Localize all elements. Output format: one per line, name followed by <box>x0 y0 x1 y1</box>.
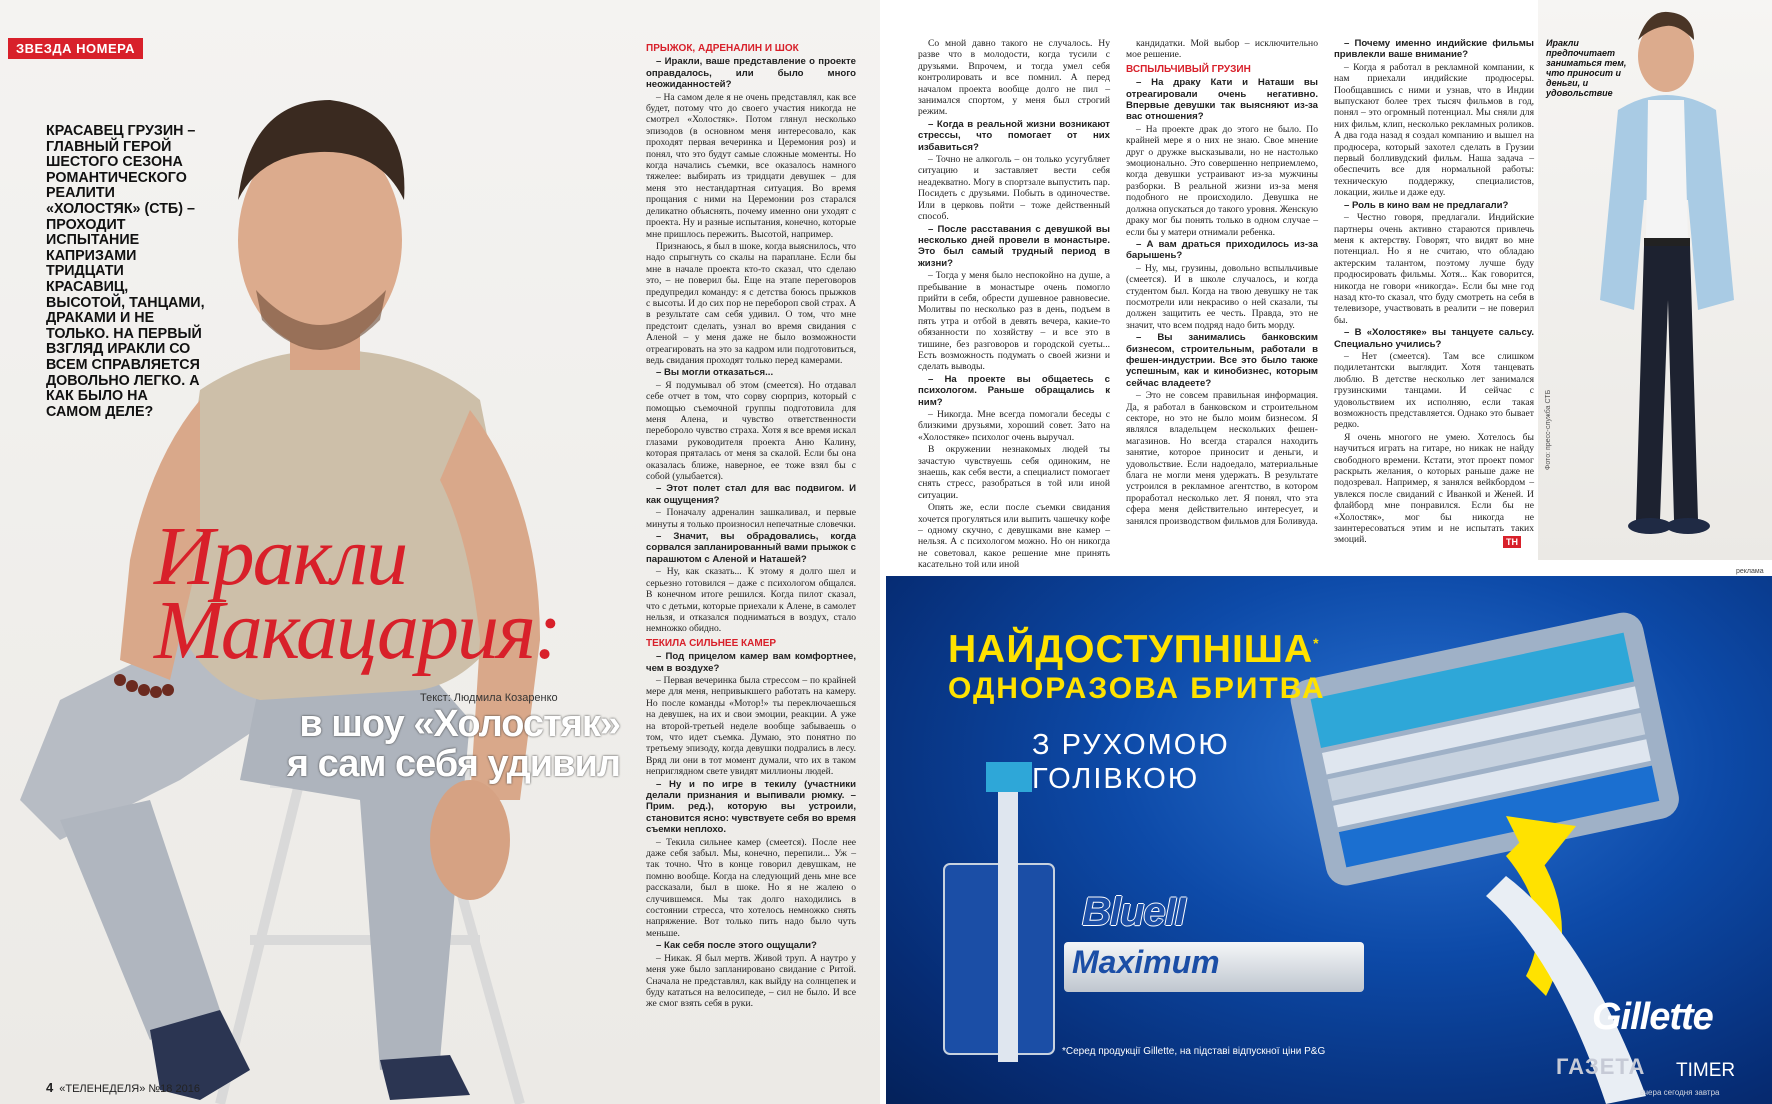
question: – Значит, вы обрадовались, когда сорвался запланированный вами прыжок с парашютом с Аленой и Наташей? <box>646 531 856 565</box>
ad-headline <box>948 628 1320 672</box>
headline-subtitle <box>200 704 620 784</box>
question: – На проекте вы общаетесь с психологом. Раньше обращались к ним? <box>918 373 1110 408</box>
answer: – Это не совсем правильная информация. Да, я работал в банковском и строительном секторе, но это не было моим бизнесом. Я являлся владельцем нескольких фешен-магазинов. Но всегда старался находить занятие, которое приносит и деньги, и удовольствие. Если надоедало, материальные блага не могли меня удержать. В результате устроился в рекламное агентство, в котором проработал несколько лет. Я понял, что эта сфера меня действительно интересует, и занялся производством фильмов для Боливуда. <box>1126 390 1318 527</box>
question: – Под прицелом камер вам комфортнее, чем в воздухе? <box>646 651 856 674</box>
ad-headline-text: НАЙДОСТУПНІША <box>948 628 1314 671</box>
ad-footnote: *Серед продукції Gillette, на підставі відпускної ціни P&G <box>1062 1046 1326 1057</box>
question: – На драку Кати и Наташи вы отреагировали очень негативно. Впервые девушки так выясняют из-за вас отношения? <box>1126 77 1318 123</box>
page-folio <box>46 1080 200 1095</box>
headline-last-name: Макацария: <box>154 584 561 677</box>
answer: – Ну, как сказать... К этому я долго шел и серьезно готовился – даже с психологом общался. В конечном итоге решился. Когда пилот сказал, что с детьми, которые приехали к Алене, в самолет нельзя, и отказался подниматься в воздух, стало немножко обидно. <box>646 566 856 635</box>
photo-credit: Фото: пресс-служба СТБ <box>1545 389 1552 470</box>
ad-subheadline <box>1032 728 1230 796</box>
answer: Я очень многого не умею. Хотелось бы научиться играть на гитаре, но никак не найду свободного времени. Кстати, этот проект помог раскрыть желания, о которых раньше даже не подозревал. Например, я занялся вейкбордом – увлекся после свиданий с Иванкой и Женей. И флайборд мне понравился. Если бы не «Холостяк», мог бы никогда не заинтересоваться этим и не испытать таких эмоций. <box>1334 431 1534 546</box>
answer: – На самом деле я не очень представлял, как все будет, потому что до своего участия никогда не смотрел «Холостяк». Потом глянул несколько эпизодов (в основном меня интересовало, как проходят первая вечеринка и Церемония роз) и понял, что это будут самые сложные моменты. Но когда начались съемки, все оказалось намного тяжелее: выбирать из тридцати девушек – для меня это нестандартная ситуация. Во время прощания с ними на Церемонии роз старался деликатно объяснять, почему именно они уходят с проекта. Ну и разные испытания, конечно, которые мне пришлось пережить. Высотой, например. <box>646 91 856 240</box>
ad-label: реклама <box>1736 568 1764 575</box>
answer: – Я подумывал об этом (смеется). Но отдавал себе отчет в том, что сорву сюрприз, который с помощью съемочной группы подготовила для меня Алена, и чувство ответственности перебороло чувство страха. Хотя я все время искал глазами руководителя проекта Аню Калину, которая пряталась от меня за скалой. Если бы она оказалась ближе, наверное, ее тоже взял бы с собой (улыбается). <box>646 379 856 483</box>
ad-sub-line-1: З РУХОМОЮ <box>1032 729 1230 761</box>
headline-name <box>154 510 594 677</box>
answer: Со мной давно такого не случалось. Ну разве что в молодости, когда тусили с друзьями. Впрочем, и тогда умел себя контролировать и все помнил. А перед началом проекта вообще долго не пил – занимался спортом, у меня был строгий режим. <box>918 38 1110 118</box>
page-number: 4 <box>46 1080 54 1095</box>
subheading: ВСПЫЛЬЧИВЫЙ ГРУЗИН <box>1126 63 1251 75</box>
subheading: ПРЫЖОК, АДРЕНАЛИН И ШОК <box>646 43 799 54</box>
answer: кандидатки. Мой выбор – исключительно мое решение. <box>1126 38 1318 61</box>
answer: – Ну, мы, грузины, довольно вспыльчивые (смеется). И в школе случалось, и когда студентом был. Когда на твою девушку не так посмотрели или некрасиво о ней сказали, ты должен защитить ее честь. Правда, это не значит, что всем подряд надо бить морду. <box>1126 262 1318 331</box>
answer: В окружении незнакомых людей ты зачастую чувствуешь себя одиноким, не знаешь, как себя вести, а специалист помогает снять стресс, разобраться в той или иной ситуации. <box>918 444 1110 501</box>
answer: – Тогда у меня было неспокойно на душе, а пребывание в монастыре очень помогло прийти в себя, обрести душевное равновесие. Молитвы по несколько раз в день, подъем в пять утра и отбой в девять вечера, какие-то обязанности по хозяйству – и все это в тишине, без разговоров и городской суеты... Есть возможность подумать о своей жизни и сделать выводы. <box>918 270 1110 373</box>
answer: – Нет (смеется). Там все слишком подилетантски выглядит. Хотя танцевать люблю. В детстве несколько лет занимался грузинскими танцами. И сейчас с удовольствием их исполняю, если такая возможность представляется. Однако это бывает редко. <box>1334 350 1534 431</box>
question: – Иракли, ваше представление о проекте оправдалось, или было много неожиданностей? <box>646 56 856 91</box>
question: – Вы занимались банковским бизнесом, строительным, работали в фешен-индустрии. Все это было также успешным, как и кинобизнес, которым сейчас владеете? <box>1126 332 1318 389</box>
author-credit: Текст: Людмила Козаренко <box>420 692 558 704</box>
end-mark-badge: ТН <box>1503 536 1521 548</box>
answer: – Текила сильнее камер (смеется). После нее даже себя забыл. Мы, конечно, перепили... Уж – так точно. Что в конце говорил девушкам, не помню вообще. Когда на следующий день мне все рассказали, был в шоке. Но я не жалею о случившемся. Мы так долго находились в состоянии стресса, что хотелось немножко снять напряжение. Вот только пить надо было чуть меньше. <box>646 836 856 939</box>
answer: – На проекте драк до этого не было. По крайней мере я о них не знаю. Свое мнение друг о дружке высказывали, но не настолько эмоционально. Это совершенно неприемлемо, когда девушки устраивают из-за мужчины разборки. В реальной жизни из-за меня подобного не происходило. Девушка не должна опускаться до такого уровня. Женскую драку мог бы понять только в одном случае – если бы у матери отнимали ребенка. <box>1126 123 1318 238</box>
question: – Роль в кино вам не предлагали? <box>1344 199 1509 211</box>
answer: – Когда я работал в рекламной компании, к нам приехали индийские продюсеры. Пообщавшись с ними и узнав, что в Индии выпускают более трех тысяч фильмов в год, понял – это огромный потенциал. Мы сняли для них фильм, клип, несколько рекламных роликов. А два года назад я создал компанию и вышел на продюсера, который захотел сделать в Грузии первый болливудский фильм. Наша задача – обеспечить все для нормальной работы: техническую поддержку, специалистов, локации, жилье и даже еду. <box>1334 61 1534 199</box>
question: – В «Холостяке» вы танцуете сальсу. Специально учились? <box>1334 327 1534 350</box>
subtitle-line-1: в шоу «Холостяк» <box>299 703 620 745</box>
answer: Опять же, если после съемки свидания хочется прогуляться или выпить чашечку кофе – одному скучно, с девушками вне камер – нельзя. А с психологом можно. Но он никогда не советовал, какое решение мне принять касательно той или иной <box>918 502 1110 571</box>
ad-headline-2: ОДНОРАЗОВА БРИТВА <box>948 672 1326 705</box>
watermark-text: ГАЗЕТА <box>1556 1054 1646 1079</box>
answer: – Никак. Я был мертв. Живой труп. А наутро у меня уже было запланировано свидание с Ритой. Сначала не представлял, как выйду на солнцепек и буду кататься на велосипеде, – сил не было. И все же смог взять себя в руки. <box>646 952 856 1010</box>
question: – Этот полет стал для вас подвигом. И как ощущения? <box>646 483 856 506</box>
section-tag: ЗВЕЗДА НОМЕРА <box>8 38 143 59</box>
subtitle-line-2: я сам себя удивил <box>286 743 620 785</box>
watermark-tagline: вчера сегодня завтра <box>1640 1088 1720 1097</box>
answer: – Никогда. Мне всегда помогали беседы с близкими друзьями, хороший совет. Зато на «Холостяке» психолог очень выручал. <box>918 409 1110 443</box>
brand-logo: Gillette <box>1592 996 1713 1038</box>
answer: Признаюсь, я был в шоке, когда выяснилось, что надо спрыгнуть со скалы на параплане. Если бы мне в начале проекта кто-то сказал, что сделаю это, – не поверил бы. Еще на этапе переговоров предупредил команду: я с детства боюсь прыжков с высоты. И до сих пор не перебороп свой страх. А в результате сам себя удивил. О том, что мне предстоит сделать, узнал во время свидания с Аленой – у меня даже не было возможности отреагировать на это за кадром или подготовиться, ведь свидания проходят только перед камерами. <box>646 240 856 366</box>
question: – Вы могли отказаться... <box>656 367 774 379</box>
magazine-issue: «ТЕЛЕНЕДЕЛЯ» №18 2016 <box>59 1083 200 1095</box>
lead-text: КРАСАВЕЦ ГРУЗИН – ГЛАВНЫЙ ГЕРОЙ ШЕСТОГО СЕЗОНА РОМАНТИЧЕСКОГО РЕАЛИТИ «ХОЛОСТЯК» (СТБ) – ПРОХОДИТ ИСПЫТАНИЕ КАПРИЗАМИ ТРИДЦАТИ КРАСАВИЦ, ВЫСОТОЙ, ТАНЦАМИ, ДРАКАМИ И НЕ ТОЛЬКО. НА ПЕРВЫЙ ВЗГЛЯД ИРАКЛИ СО ВСЕМ СПРАВЛЯЕТСЯ ДОВОЛЬНО ЛЕГКО. А КАК БЫЛО НА САМОМ ДЕЛЕ? <box>46 123 205 420</box>
headline-first-name: Иракли <box>154 510 407 603</box>
product-name: BlueII <box>1082 890 1185 934</box>
article-column-2 <box>918 38 1110 571</box>
article-column-3 <box>1126 38 1318 556</box>
article-column-4 <box>1334 38 1534 556</box>
question: – Ну и по игре в текилу (участники делали признания и выпивали рюмку. – Прим. ред.), которую вы устроили, становится ясно: чувствуете себя во время съемки неплохо. <box>646 778 856 836</box>
ad-sub-line-2: ГОЛІВКОЮ <box>1032 763 1200 795</box>
watermark-logo: TIMER <box>1676 1060 1736 1081</box>
photo-caption: Иракли предпочитает заниматься тем, что приносит и деньги, и удовольствие <box>1546 38 1627 98</box>
article-column-1 <box>646 40 856 1070</box>
question: – Когда в реальной жизни возникают стрессы, что помогает от них избавиться? <box>918 118 1110 153</box>
product-variant: Maximum <box>1072 944 1220 980</box>
question: – Почему именно индийские фильмы привлекли ваше внимание? <box>1334 38 1534 61</box>
answer: – Честно говоря, предлагали. Индийские партнеры очень активно стараются привлечь меня к актерству. Говорят, что видят во мне потенциал. Но я не считаю, что обладаю актерским талантом, поэтому лучше буду продюсировать фильмы. Хотя... Как говорится, никогда не говори «никогда». Если бы мне год назад кто-то сказал, что буду смотреть на себя в телевизоре, участвовать в реалити – не поверил бы. <box>1334 212 1534 326</box>
answer: – Поначалу адреналин зашкаливал, и первые минуты я только произносил непечатные словечки. <box>646 507 856 530</box>
subheading: ТЕКИЛА СИЛЬНЕЕ КАМЕР <box>646 637 777 649</box>
answer: – Первая вечеринка была стрессом – по крайней мере для меня, непривыкшего работать на камеру. Но после команды «Мотор!» ты переключаешься на девушек, на их и свои эмоции, реакции. А уже на второй-третьей неделе вообще забываешь о том, что идет съемка. Думаю, это понятно по третьему эпизоду, когда девушки подрались в лесу. Вряд ли они в тот момент думали, что их в таком неприглядном свете увидят миллионы людей. <box>646 674 856 778</box>
answer: – Точно не алкоголь – он только усугубляет ситуацию и заставляет вести себя неадекватно. Могу в спортзале выпустить пар. Посидеть с друзьями. Побыть в одиночестве. Или в церковь пойти – тоже действенный способ. <box>918 154 1110 223</box>
ad-headline-mark: * <box>1313 635 1320 651</box>
question: – А вам драться приходилось из-за барышень? <box>1126 238 1318 262</box>
gillette-advertisement <box>886 576 1772 1104</box>
question: – Как себя после этого ощущали? <box>656 940 817 952</box>
question: – После расставания с девушкой вы несколько дней провели в монастыре. Это был самый трудный период в жизни? <box>918 223 1110 269</box>
